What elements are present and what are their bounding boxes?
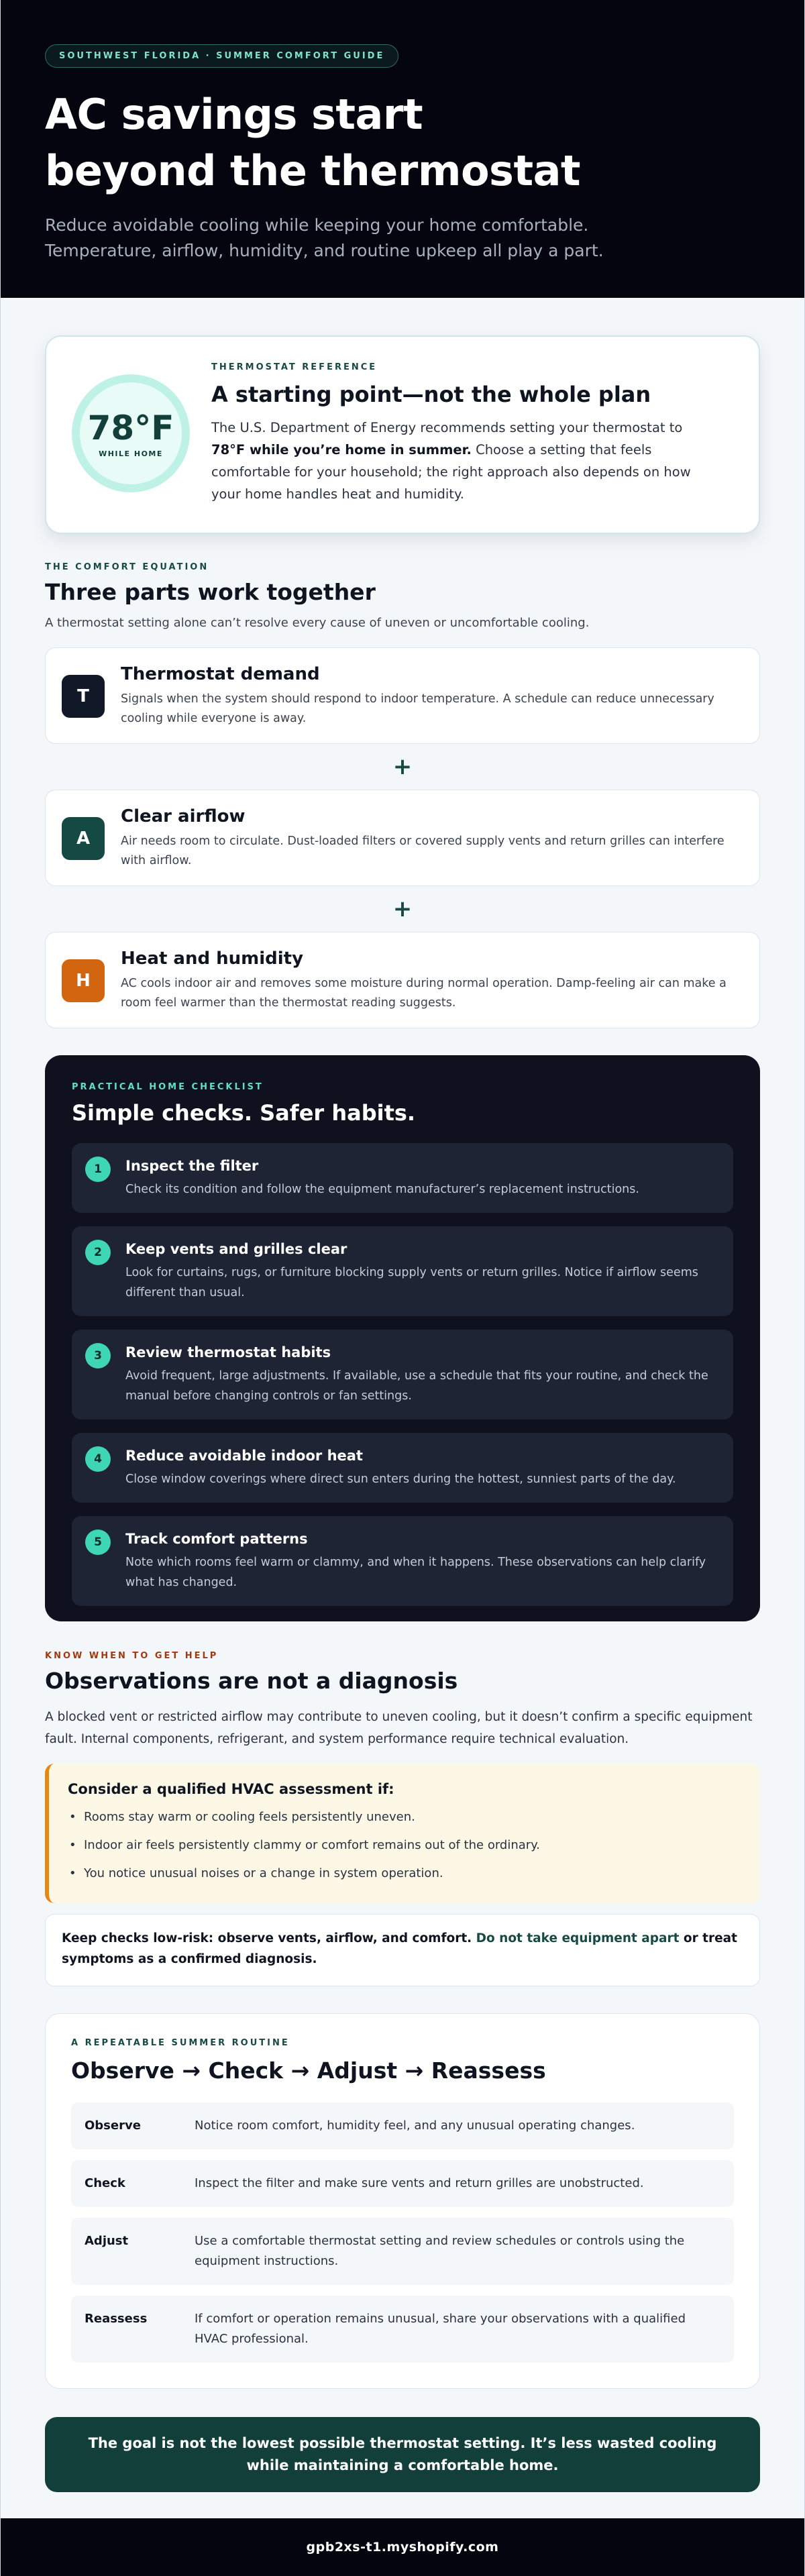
equation-card-airflow [45,790,760,886]
hvac-assessment-callout [45,1764,760,1903]
safety-note-rest: or treat symptoms as a confirmed diagnosis. [62,1931,738,1966]
checklist-item [72,1330,733,1419]
checklist-item [72,1516,733,1606]
thermostat-dial-icon [72,374,190,492]
routine-row [71,2218,734,2285]
routine-eyebrow: A REPEATABLE SUMMER ROUTINE [71,2038,290,2048]
equation-subtitle: A thermostat setting alone can’t resolve every cause of uneven or uncomfortable cooling. [45,616,590,630]
thermostat-text [211,417,718,505]
equation-card-thermostat [45,647,760,744]
equation-card-description: AC cools indoor air and removes some moisture during normal operation. Damp-feeling air can make a room feel warmer than the thermostat reading suggests. [121,977,727,1010]
checklist-item-title: Track comfort patterns [125,1531,308,1547]
checklist-item-description: Note which rooms feel warm or clammy, and when it happens. These observations can help clarify what has changed. [125,1556,706,1589]
thermostat-title: A starting point—not the whole plan [211,382,651,407]
hero-subtitle-line-1: Reduce avoidable cooling while keeping your home comfortable. [45,215,589,235]
checklist-item-description: Look for curtains, rugs, or furniture blocking supply vents or return grilles. Notice if airflow seems different than usual. [125,1266,698,1299]
equation-title: Three parts work together [45,579,376,605]
routine-row [71,2160,734,2207]
step-number-badge: 1 [85,1157,111,1182]
equation-card-description: Air needs room to circulate. Dust-loaded filters or covered supply vents and return grilles can interfere with airflow. [121,835,724,867]
routine-step-text: If comfort or operation remains unusual, share your observations with a qualified HVAC professional. [195,2312,686,2346]
summer-routine-card [45,2013,760,2389]
routine-row [71,2296,734,2363]
thermostat-content [211,362,718,505]
step-number-badge: 5 [85,1529,111,1555]
callout-title: Consider a qualified HVAC assessment if: [68,1781,394,1797]
thermostat-text-lead: The U.S. Department of Energy recommends setting your thermostat to [211,420,683,435]
help-eyebrow: KNOW WHEN TO GET HELP [45,1651,219,1661]
equation-eyebrow: THE COMFORT EQUATION [45,562,209,572]
routine-step-label: Observe [85,2118,141,2133]
footer [1,2518,804,2576]
hero [1,0,804,298]
equation-card-humidity [45,932,760,1028]
hero-tag: SOUTHWEST FLORIDA · SUMMER COMFORT GUIDE [45,44,398,68]
checklist-item-description: Avoid frequent, large adjustments. If available, use a schedule that fits your routine, and check the manual before changing controls or fan settings. [125,1369,708,1403]
safety-note [45,1914,760,1986]
checklist-item-description: Check its condition and follow the equipment manufacturer’s replacement instructions. [125,1183,639,1196]
airflow-badge-icon: A [62,817,105,860]
safety-note-emphasis: Do not take equipment apart [476,1931,680,1945]
routine-step-text: Inspect the filter and make sure vents and return grilles are unobstructed. [195,2176,644,2190]
store-domain-link[interactable]: gpb2xs-t1.myshopify.com [306,2540,499,2555]
checklist-item-title: Inspect the filter [125,1158,259,1174]
checklist-panel [45,1055,760,1621]
thermostat-text-emphasis: 78°F while you’re home in summer. [211,442,472,458]
equation-card-body [121,806,739,871]
checklist-item-title: Review thermostat habits [125,1344,331,1360]
plus-icon: + [392,896,413,922]
routine-step-label: Reassess [85,2312,148,2326]
routine-table [71,2102,734,2363]
routine-title: Observe → Check → Adjust → Reassess [71,2057,546,2084]
comfort-equation-section [45,562,760,630]
callout-list-item: • You notice unusual noises or a change in system operation. [68,1866,740,1882]
help-text: A blocked vent or restricted airflow may contribute to uneven cooling, but it doesn’t confirm a specific equipment fault. Internal components, refrigerant, and system performance require technical evaluation. [45,1710,753,1746]
routine-step-label: Check [85,2176,125,2190]
thermostat-badge-icon: T [62,675,105,718]
get-help-section [45,1651,760,1750]
callout-list-item: • Indoor air feels persistently clammy or comfort remains out of the ordinary. [68,1837,740,1854]
thermostat-eyebrow: THERMOSTAT REFERENCE [211,362,378,372]
checklist-item-title: Keep vents and grilles clear [125,1241,347,1257]
step-number-badge: 3 [85,1343,111,1368]
safety-note-lead: Keep checks low-risk: observe vents, airflow, and comfort. [62,1931,476,1945]
equation-card-title: Clear airflow [121,806,246,826]
equation-card-title: Thermostat demand [121,664,320,684]
routine-step-text: Use a comfortable thermostat setting and review schedules or controls using the equipment instructions. [195,2234,685,2268]
checklist-item [72,1226,733,1316]
checklist-item-title: Reduce avoidable indoor heat [125,1448,363,1464]
thermostat-card [45,335,760,534]
page-title-line-1: AC savings start [45,90,423,139]
hero-subtitle-line-2: Temperature, airflow, humidity, and routine upkeep all play a part. [45,241,604,260]
checklist-item [72,1143,733,1213]
dial-label: WHILE HOME [99,449,163,458]
equation-card-body [121,664,739,729]
checklist-eyebrow: PRACTICAL HOME CHECKLIST [72,1082,264,1092]
equation-card-title: Heat and humidity [121,949,304,969]
dial-temperature: 78°F [87,408,174,447]
routine-row [71,2102,734,2149]
plus-icon: + [392,753,413,780]
checklist [72,1143,733,1606]
help-title: Observations are not a diagnosis [45,1668,458,1694]
step-number-badge: 4 [85,1446,111,1472]
routine-step-text: Notice room comfort, humidity feel, and any unusual operating changes. [195,2118,635,2133]
callout-list [68,1809,740,1882]
equation-card-description: Signals when the system should respond to indoor temperature. A schedule can reduce unnecessary cooling while everyone is away. [121,692,714,725]
page-title-line-2: beyond the thermostat [45,146,581,195]
page-title [45,87,760,199]
equation-card-body [121,949,739,1013]
checklist-item-description: Close window coverings where direct sun enters during the hottest, sunniest parts of the day. [125,1472,676,1486]
callout-list-item: • Rooms stay warm or cooling feels persistently uneven. [68,1809,740,1825]
hero-subtitle [45,213,760,264]
checklist-title: Simple checks. Safer habits. [72,1100,416,1126]
humidity-badge-icon: H [62,959,105,1002]
thermostat-text-rest: Choose a setting that feels comfortable for your household; the right approach also depends on how your home handles heat and humidity. [211,442,691,502]
step-number-badge: 2 [85,1240,111,1265]
routine-step-label: Adjust [85,2234,129,2248]
checklist-item [72,1433,733,1503]
goal-banner: The goal is not the lowest possible thermostat setting. It’s less wasted cooling while maintaining a comfortable home. [45,2417,760,2492]
